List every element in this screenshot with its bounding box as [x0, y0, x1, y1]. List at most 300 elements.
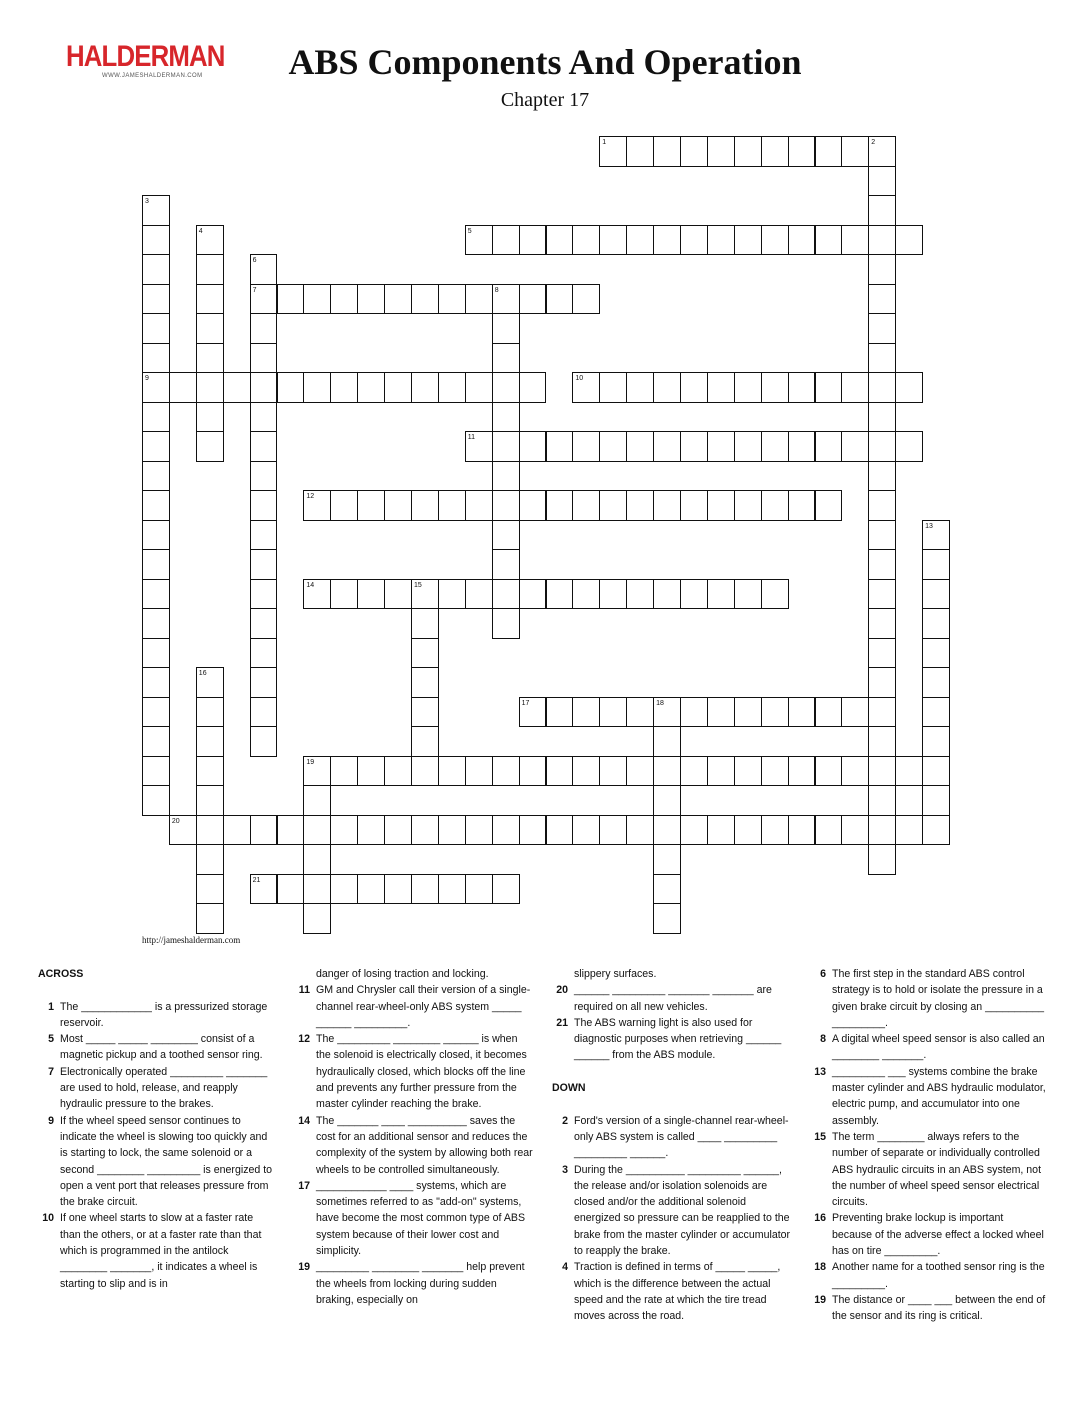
grid-cell[interactable]	[250, 579, 278, 610]
grid-cell[interactable]	[223, 815, 251, 846]
grid-cell[interactable]	[841, 431, 869, 462]
grid-cell[interactable]	[465, 490, 493, 521]
grid-cell[interactable]	[411, 726, 439, 757]
grid-cell[interactable]	[438, 372, 466, 403]
grid-cell[interactable]	[922, 549, 950, 580]
grid-cell[interactable]	[653, 785, 681, 816]
grid-cell[interactable]	[330, 490, 358, 521]
grid-cell[interactable]	[411, 667, 439, 698]
grid-cell[interactable]	[492, 313, 520, 344]
grid-cell[interactable]	[841, 697, 869, 728]
grid-cell[interactable]	[142, 726, 170, 757]
grid-cell[interactable]	[438, 284, 466, 315]
grid-cell[interactable]	[250, 697, 278, 728]
grid-cell[interactable]	[815, 431, 843, 462]
grid-cell[interactable]	[196, 284, 224, 315]
logo-wordmark: HALDERMAN	[66, 40, 225, 73]
grid-cell[interactable]	[250, 431, 278, 462]
grid-cell[interactable]	[196, 313, 224, 344]
grid-cell[interactable]	[841, 372, 869, 403]
grid-cell[interactable]	[868, 343, 896, 374]
grid-cell[interactable]	[868, 225, 896, 256]
grid-cell[interactable]	[196, 844, 224, 875]
grid-cell[interactable]	[626, 815, 654, 846]
grid-cell[interactable]	[868, 638, 896, 669]
grid-cell[interactable]	[841, 815, 869, 846]
grid-cell[interactable]	[734, 490, 762, 521]
grid-cell[interactable]	[626, 490, 654, 521]
clue-number-label: 6	[252, 257, 257, 264]
grid-cell[interactable]	[572, 815, 600, 846]
grid-cell[interactable]	[438, 490, 466, 521]
grid-cell[interactable]	[330, 874, 358, 905]
grid-cell[interactable]	[250, 726, 278, 757]
grid-cell[interactable]	[653, 431, 681, 462]
grid-cell[interactable]	[196, 785, 224, 816]
grid-cell[interactable]	[411, 697, 439, 728]
grid-cell[interactable]	[223, 372, 251, 403]
grid-cell[interactable]	[546, 697, 574, 728]
grid-cell[interactable]	[868, 402, 896, 433]
grid-cell[interactable]	[411, 638, 439, 669]
grid-cell[interactable]	[572, 225, 600, 256]
clue-number: 17	[298, 1179, 310, 1192]
grid-cell[interactable]	[599, 372, 627, 403]
grid-cell[interactable]	[546, 284, 574, 315]
grid-cell[interactable]	[492, 520, 520, 551]
spacer	[38, 982, 274, 998]
grid-cell[interactable]	[303, 372, 331, 403]
grid-cell[interactable]	[196, 874, 224, 905]
grid-cell[interactable]	[357, 490, 385, 521]
grid-cell[interactable]	[761, 372, 789, 403]
grid-cell[interactable]	[411, 756, 439, 787]
grid-cell[interactable]	[411, 874, 439, 905]
grid-cell[interactable]	[411, 608, 439, 639]
grid-cell[interactable]	[599, 490, 627, 521]
grid-cell[interactable]	[653, 726, 681, 757]
grid-cell[interactable]	[922, 667, 950, 698]
grid-cell[interactable]	[788, 490, 816, 521]
grid-cell[interactable]	[895, 815, 923, 846]
grid-cell[interactable]	[653, 815, 681, 846]
footer-url[interactable]: http://jameshalderman.com	[142, 935, 241, 945]
grid-cell[interactable]	[922, 579, 950, 610]
grid-cell[interactable]	[653, 579, 681, 610]
grid-cell[interactable]	[572, 431, 600, 462]
grid-cell[interactable]	[922, 608, 950, 639]
grid-cell[interactable]	[922, 697, 950, 728]
grid-cell[interactable]	[707, 579, 735, 610]
grid-cell[interactable]	[868, 490, 896, 521]
grid-cell[interactable]	[277, 874, 305, 905]
grid-cell[interactable]	[734, 579, 762, 610]
clue-number: 9	[48, 1114, 54, 1127]
grid-cell[interactable]	[868, 726, 896, 757]
grid-cell[interactable]	[734, 136, 762, 167]
grid-cell[interactable]	[868, 431, 896, 462]
grid-cell[interactable]	[815, 815, 843, 846]
grid-cell[interactable]	[868, 520, 896, 551]
grid-cell[interactable]	[357, 756, 385, 787]
grid-cell[interactable]	[196, 697, 224, 728]
grid-cell[interactable]	[680, 225, 708, 256]
grid-cell[interactable]	[868, 313, 896, 344]
grid-cell[interactable]	[196, 903, 224, 934]
grid-cell[interactable]	[142, 667, 170, 698]
clue-text: The _______ ____ __________ saves the cost for an additional sensor and reduces the complexity of the system by allowing both rear wheels to be controlled simultaneously.	[316, 1114, 533, 1176]
grid-cell[interactable]	[868, 844, 896, 875]
grid-cell[interactable]	[868, 756, 896, 787]
grid-cell[interactable]	[250, 520, 278, 551]
grid-cell[interactable]	[250, 549, 278, 580]
grid-cell[interactable]	[492, 225, 520, 256]
grid-cell[interactable]	[357, 874, 385, 905]
grid-cell[interactable]	[492, 874, 520, 905]
grid-cell[interactable]	[761, 136, 789, 167]
grid-cell[interactable]	[384, 372, 412, 403]
grid-cell[interactable]	[572, 284, 600, 315]
grid-cell[interactable]	[142, 313, 170, 344]
grid-cell[interactable]	[841, 136, 869, 167]
grid-cell[interactable]	[384, 490, 412, 521]
grid-cell[interactable]	[465, 579, 493, 610]
grid-cell[interactable]	[250, 461, 278, 492]
grid-cell[interactable]	[250, 402, 278, 433]
grid-cell[interactable]	[492, 490, 520, 521]
grid-cell[interactable]	[142, 520, 170, 551]
clue-item	[810, 966, 1046, 1031]
grid-cell[interactable]	[680, 756, 708, 787]
grid-cell[interactable]	[788, 136, 816, 167]
clue-item	[38, 999, 274, 1032]
grid-cell[interactable]	[303, 844, 331, 875]
grid-cell[interactable]	[761, 431, 789, 462]
grid-cell[interactable]	[707, 431, 735, 462]
grid-cell[interactable]	[626, 136, 654, 167]
grid-cell[interactable]	[895, 225, 923, 256]
grid-cell[interactable]	[761, 815, 789, 846]
grid-cell[interactable]	[841, 756, 869, 787]
grid-cell[interactable]	[815, 225, 843, 256]
grid-cell[interactable]	[895, 372, 923, 403]
grid-cell[interactable]	[680, 372, 708, 403]
grid-cell[interactable]	[868, 579, 896, 610]
grid-cell[interactable]	[250, 372, 278, 403]
grid-cell[interactable]	[357, 579, 385, 610]
grid-cell[interactable]	[572, 490, 600, 521]
grid-cell[interactable]	[707, 756, 735, 787]
grid-cell[interactable]	[142, 756, 170, 787]
grid-cell[interactable]	[142, 697, 170, 728]
grid-cell[interactable]	[922, 815, 950, 846]
grid-cell[interactable]	[142, 608, 170, 639]
grid-cell[interactable]	[492, 815, 520, 846]
grid-cell[interactable]	[196, 343, 224, 374]
grid-cell[interactable]	[680, 815, 708, 846]
grid-cell[interactable]	[438, 874, 466, 905]
grid-cell[interactable]	[196, 402, 224, 433]
grid-cell[interactable]	[653, 874, 681, 905]
grid-cell[interactable]	[761, 579, 789, 610]
grid-cell[interactable]	[895, 431, 923, 462]
grid-cell[interactable]	[142, 402, 170, 433]
grid-cell[interactable]	[492, 756, 520, 787]
grid-cell[interactable]	[519, 225, 547, 256]
grid-cell[interactable]	[734, 815, 762, 846]
grid-cell[interactable]	[303, 874, 331, 905]
grid-cell[interactable]	[411, 284, 439, 315]
grid-cell[interactable]	[868, 195, 896, 226]
grid-cell[interactable]	[492, 608, 520, 639]
grid-cell[interactable]	[868, 166, 896, 197]
grid-cell[interactable]	[815, 490, 843, 521]
grid-cell[interactable]	[868, 697, 896, 728]
grid-cell[interactable]	[357, 372, 385, 403]
grid-cell[interactable]	[599, 815, 627, 846]
grid-cell[interactable]	[653, 903, 681, 934]
grid-cell[interactable]	[492, 431, 520, 462]
grid-cell[interactable]	[599, 431, 627, 462]
grid-cell[interactable]	[384, 756, 412, 787]
grid-cell[interactable]	[250, 313, 278, 344]
grid-cell[interactable]	[519, 815, 547, 846]
grid-cell[interactable]	[707, 136, 735, 167]
grid-cell[interactable]	[465, 372, 493, 403]
grid-cell[interactable]	[788, 756, 816, 787]
grid-cell[interactable]	[330, 284, 358, 315]
grid-cell[interactable]	[357, 284, 385, 315]
grid-cell[interactable]	[196, 815, 224, 846]
grid-cell[interactable]	[546, 431, 574, 462]
grid-cell[interactable]	[922, 756, 950, 787]
grid-cell[interactable]	[519, 372, 547, 403]
grid-cell[interactable]	[492, 402, 520, 433]
grid-cell[interactable]	[492, 579, 520, 610]
grid-cell[interactable]	[546, 815, 574, 846]
grid-cell[interactable]	[142, 343, 170, 374]
grid-cell[interactable]	[707, 815, 735, 846]
grid-cell[interactable]	[330, 372, 358, 403]
grid-cell[interactable]	[546, 756, 574, 787]
grid-cell[interactable]	[868, 254, 896, 285]
clue-number: 8	[820, 1033, 826, 1046]
grid-cell[interactable]	[142, 461, 170, 492]
grid-cell[interactable]	[142, 284, 170, 315]
grid-cell[interactable]	[734, 431, 762, 462]
grid-cell[interactable]	[707, 372, 735, 403]
grid-cell[interactable]	[492, 372, 520, 403]
grid-cell[interactable]	[492, 343, 520, 374]
grid-cell[interactable]	[626, 225, 654, 256]
grid-cell[interactable]	[680, 136, 708, 167]
grid-cell[interactable]	[196, 756, 224, 787]
grid-cell[interactable]	[599, 579, 627, 610]
grid-cell[interactable]	[142, 431, 170, 462]
grid-cell[interactable]	[250, 490, 278, 521]
grid-cell[interactable]	[196, 254, 224, 285]
clue-item	[38, 1210, 274, 1291]
grid-cell[interactable]	[142, 254, 170, 285]
grid-cell[interactable]	[922, 638, 950, 669]
grid-cell[interactable]	[438, 815, 466, 846]
grid-cell[interactable]	[707, 490, 735, 521]
grid-cell[interactable]	[142, 785, 170, 816]
grid-cell[interactable]	[653, 756, 681, 787]
grid-cell[interactable]	[868, 284, 896, 315]
grid-cell[interactable]	[546, 490, 574, 521]
clue-list	[0, 966, 1088, 1386]
grid-cell[interactable]	[599, 697, 627, 728]
spacer	[552, 1096, 792, 1112]
grid-cell[interactable]	[277, 372, 305, 403]
grid-cell[interactable]	[572, 756, 600, 787]
grid-cell[interactable]	[277, 815, 305, 846]
clue-item	[552, 1259, 792, 1324]
grid-cell[interactable]	[196, 726, 224, 757]
grid-cell[interactable]	[438, 579, 466, 610]
grid-cell[interactable]	[788, 815, 816, 846]
grid-cell[interactable]	[626, 756, 654, 787]
grid-cell[interactable]	[196, 431, 224, 462]
grid-cell[interactable]	[519, 756, 547, 787]
grid-cell[interactable]	[384, 815, 412, 846]
grid-cell[interactable]	[142, 579, 170, 610]
grid-cell[interactable]	[868, 815, 896, 846]
grid-cell[interactable]	[868, 461, 896, 492]
grid-cell[interactable]	[519, 490, 547, 521]
grid-cell[interactable]	[303, 815, 331, 846]
grid-cell[interactable]	[465, 756, 493, 787]
grid-cell[interactable]	[707, 697, 735, 728]
grid-cell[interactable]	[626, 697, 654, 728]
grid-cell[interactable]	[734, 372, 762, 403]
grid-cell[interactable]	[868, 372, 896, 403]
grid-cell[interactable]	[653, 372, 681, 403]
grid-cell[interactable]	[680, 697, 708, 728]
grid-cell[interactable]	[411, 815, 439, 846]
grid-cell[interactable]	[626, 579, 654, 610]
grid-cell[interactable]	[384, 874, 412, 905]
grid-cell[interactable]	[250, 343, 278, 374]
grid-cell[interactable]	[465, 874, 493, 905]
clue-number: 19	[814, 1293, 826, 1306]
grid-cell[interactable]	[303, 284, 331, 315]
grid-cell[interactable]	[492, 549, 520, 580]
grid-cell[interactable]	[438, 756, 466, 787]
grid-cell[interactable]	[653, 225, 681, 256]
grid-cell[interactable]	[626, 431, 654, 462]
grid-cell[interactable]	[815, 697, 843, 728]
grid-cell[interactable]	[196, 372, 224, 403]
grid-cell[interactable]	[680, 579, 708, 610]
clue-column-4	[810, 966, 1046, 1325]
spacer	[552, 1064, 792, 1080]
grid-cell[interactable]	[519, 431, 547, 462]
grid-cell[interactable]	[868, 549, 896, 580]
grid-cell[interactable]	[330, 579, 358, 610]
grid-cell[interactable]	[250, 815, 278, 846]
clue-number-label: 21	[252, 876, 261, 884]
grid-cell[interactable]	[250, 608, 278, 639]
grid-cell[interactable]	[330, 815, 358, 846]
grid-cell[interactable]	[303, 903, 331, 934]
grid-cell[interactable]	[357, 815, 385, 846]
grid-cell[interactable]	[411, 372, 439, 403]
grid-cell[interactable]	[303, 785, 331, 816]
grid-cell[interactable]	[841, 225, 869, 256]
grid-cell[interactable]	[546, 225, 574, 256]
grid-cell[interactable]	[868, 667, 896, 698]
grid-cell[interactable]	[492, 461, 520, 492]
grid-cell[interactable]	[142, 225, 170, 256]
grid-cell[interactable]	[330, 756, 358, 787]
grid-cell[interactable]	[142, 638, 170, 669]
grid-cell[interactable]	[761, 225, 789, 256]
grid-cell[interactable]	[384, 579, 412, 610]
grid-cell[interactable]	[572, 579, 600, 610]
clue-text: ____________ ____ systems, which are sometimes referred to as "add-on" systems, have become the most common type of ABS system because of their lower cost and simplicity.	[316, 1179, 526, 1258]
grid-cell[interactable]	[895, 756, 923, 787]
grid-cell[interactable]	[277, 284, 305, 315]
grid-cell[interactable]	[734, 756, 762, 787]
grid-cell[interactable]	[653, 490, 681, 521]
grid-cell[interactable]	[142, 549, 170, 580]
grid-cell[interactable]	[761, 756, 789, 787]
grid-cell[interactable]	[761, 490, 789, 521]
grid-cell[interactable]	[734, 225, 762, 256]
grid-cell[interactable]	[788, 697, 816, 728]
grid-cell[interactable]	[788, 225, 816, 256]
grid-cell[interactable]	[653, 844, 681, 875]
grid-cell[interactable]	[142, 490, 170, 521]
grid-cell[interactable]	[626, 372, 654, 403]
grid-cell[interactable]	[761, 697, 789, 728]
grid-cell[interactable]	[922, 785, 950, 816]
grid-cell[interactable]	[680, 490, 708, 521]
grid-cell[interactable]	[653, 136, 681, 167]
clue-text: ______ _________ _______ _______ are required on all new vehicles.	[574, 984, 772, 1013]
grid-cell[interactable]	[707, 225, 735, 256]
grid-cell[interactable]	[788, 372, 816, 403]
grid-cell[interactable]	[680, 431, 708, 462]
grid-cell[interactable]	[572, 697, 600, 728]
clue-text: The _________ ________ ______ is when the solenoid is electrically closed, it becomes hydraulically closed, which blocks off the line and prevents any further pressure from the master cylinder reaching the brake.	[316, 1033, 527, 1111]
grid-cell[interactable]	[599, 756, 627, 787]
grid-cell[interactable]	[546, 579, 574, 610]
grid-cell[interactable]	[519, 579, 547, 610]
grid-cell[interactable]	[250, 638, 278, 669]
grid-cell[interactable]	[922, 726, 950, 757]
clue-number: 3	[562, 1163, 568, 1176]
grid-cell[interactable]	[411, 490, 439, 521]
grid-cell[interactable]	[169, 372, 197, 403]
grid-cell[interactable]	[815, 756, 843, 787]
grid-cell[interactable]	[465, 815, 493, 846]
grid-cell[interactable]	[788, 431, 816, 462]
grid-cell[interactable]	[250, 667, 278, 698]
grid-cell[interactable]	[599, 225, 627, 256]
grid-cell[interactable]	[868, 608, 896, 639]
grid-cell[interactable]	[815, 372, 843, 403]
grid-cell[interactable]	[519, 284, 547, 315]
grid-cell[interactable]	[465, 284, 493, 315]
grid-cell[interactable]	[734, 697, 762, 728]
clue-continuation	[294, 966, 534, 982]
grid-cell[interactable]	[384, 284, 412, 315]
grid-cell[interactable]	[815, 136, 843, 167]
grid-cell[interactable]	[868, 785, 896, 816]
